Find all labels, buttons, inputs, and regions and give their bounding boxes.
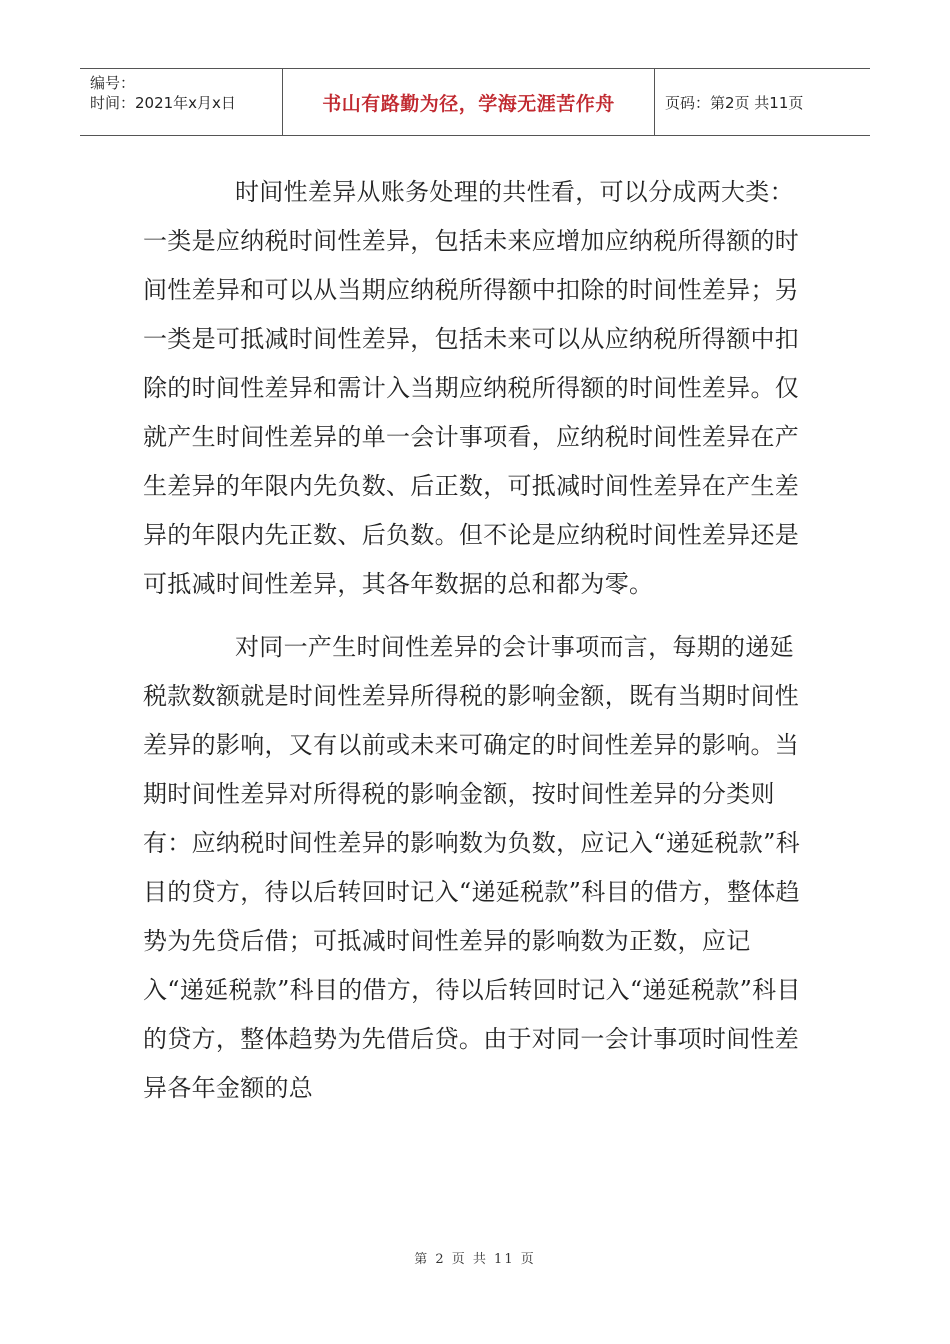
header-motto: 书山有路勤为径，学海无涯苦作舟 [283,69,655,135]
document-number-label: 编号： [90,74,136,92]
body-paragraph-1: 时间性差异从账务处理的共性看，可以分成两大类：一类是应纳税时间性差异，包括未来应增加应纳税所得额的时间性差异和可以从当期应纳税所得额中扣除的时间性差异；另一类是可抵减时间性差异，包括未来可以从应纳税所得额中扣除的时间性差异和需计入当期应纳税所得额的时间性差异。仅就产生时间性差异的单一会计事项看，应纳税时间性差异在产生差异的年限内先负数、后正数，可抵减时间性差异在产生差异的年限内先正数、后负数。但不论是应纳税时间性差异还是可抵减时间性差异，其各年数据的总和都为零。 [143,178,800,598]
page-header [80,68,870,136]
header-meta [80,69,283,135]
document-time-label: 时间：2021年x月x日 [90,94,236,112]
body-paragraph-2: 对同一产生时间性差异的会计事项而言，每期的递延税款数额就是时间性差异所得税的影响金额，既有当期时间性差异的影响，又有以前或未来可确定的时间性差异的影响。当期时间性差异对所得税的影响金额，按时间性差异的分类则有：应纳税时间性差异的影响数为负数，应记入“递延税款”科目的贷方，待以后转回时记入“递延税款”科目的借方，整体趋势为先贷后借；可抵减时间性差异的影响数为正数，应记入“递延税款”科目的借方，待以后转回时记入“递延税款”科目的贷方，整体趋势为先借后贷。由于对同一会计事项时间性差异各年金额的总 [143,633,801,1102]
header-page-info: 页码：第2页 共11页 [665,93,804,112]
page-footer: 第 2 页 共 11 页 [414,1252,536,1267]
document-body [143,168,803,1113]
